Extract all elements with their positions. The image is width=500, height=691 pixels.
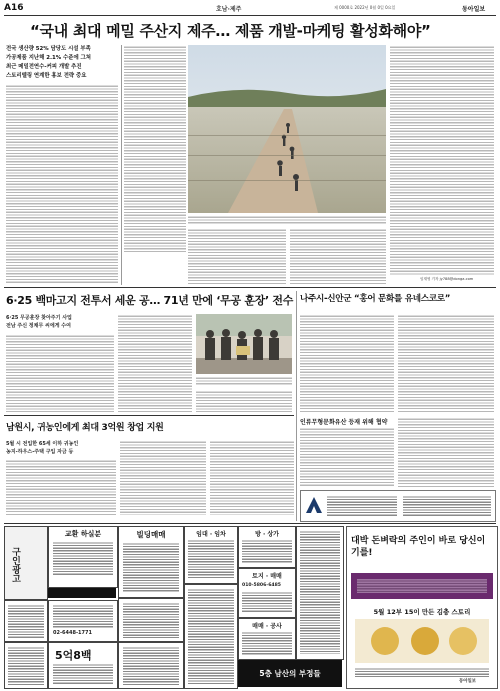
story4-body-col3 — [210, 440, 294, 515]
classified-col6-top — [296, 526, 344, 660]
top-body-col4 — [290, 228, 386, 284]
classified-phone-3: 010-5806-6485 — [242, 583, 281, 588]
story2-body-col1 — [6, 334, 114, 412]
classified-col4-bottom-lines — [188, 588, 234, 684]
ad-headline: 대박 돈벼락의 주인이 바로 당신이기를! — [351, 536, 486, 558]
lottery-ad — [346, 526, 498, 689]
ad-banner-lines — [357, 579, 487, 593]
story5-body — [300, 427, 394, 487]
story4-sub-2: 농지-하우스-주택 구입 자금 등 — [6, 449, 74, 455]
top-byline: 임재영 기자 jy788@donga.com — [420, 277, 474, 281]
ceremony-photo — [196, 314, 292, 374]
classified-col5-top-lines — [242, 539, 292, 563]
ad-illustration — [355, 619, 489, 663]
classified-col1-mid — [4, 600, 48, 642]
classified-col3-top-lines — [123, 542, 179, 592]
classified-col2-bar — [48, 588, 116, 598]
classified-big-price: 5억8백 — [55, 649, 92, 662]
classified-bottom-banner — [238, 660, 342, 687]
classified-col3-bottom-lines — [123, 646, 179, 685]
classified-col2-top-lines — [53, 541, 113, 575]
classified-col2-bottom — [48, 642, 118, 689]
photo-caption-lines — [188, 215, 386, 224]
story2-sub-2: 전남 주신 정채무 씨에게 수여 — [6, 323, 71, 329]
story2-headline: 6·25 백마고지 전투서 세운 공… 71년 만에 ‘무공 훈장’ 전수 — [6, 294, 294, 307]
ad-subheadline: 5월 12부 15이 만든 김충 스토리 — [373, 608, 471, 616]
classified-col2-top — [48, 526, 118, 588]
top-body-col1 — [6, 84, 118, 284]
classified-bar-1: 교환 하실분 — [64, 530, 102, 538]
classified-col1-top — [4, 526, 48, 600]
story4-body-col1 — [6, 459, 116, 515]
buckwheat-field-photo — [188, 45, 386, 213]
top-body-col3 — [188, 228, 286, 284]
story4-headline: 남원시, 귀농인에게 최대 3억원 창업 지원 — [6, 423, 164, 433]
classified-col5-mid — [238, 568, 296, 618]
col-divider — [121, 45, 122, 285]
story4-body-col2 — [120, 440, 206, 515]
story3-headline: 나주시-신안군 “홍어 문화를 유네스코로” — [300, 294, 451, 304]
page-header — [4, 3, 496, 15]
story5-body-col2 — [398, 417, 494, 487]
classified-col1-bottom-lines — [8, 646, 44, 685]
info-box — [300, 490, 496, 522]
classified-phone-2: 02-6448-1771 — [53, 630, 92, 636]
classified-bar-3: 임대 · 임차 — [196, 531, 226, 538]
classified-col5-top — [238, 526, 296, 568]
ad-fine-print — [355, 667, 489, 677]
ad-banner — [351, 573, 493, 599]
classified-bar-4: 방 · 상가 — [255, 531, 279, 538]
section-rule-1 — [4, 287, 496, 288]
field-illustration — [188, 45, 386, 213]
subhead-2: 가공제품 지난해 2.1% 수준에 그쳐 — [6, 55, 91, 61]
section-rule-2 — [4, 415, 294, 416]
page-number: A16 — [4, 3, 24, 13]
classified-col4-top — [184, 526, 238, 584]
classified-col3-mid — [118, 598, 184, 642]
col-divider-2 — [296, 291, 297, 521]
classified-col4-bottom — [184, 584, 238, 689]
info-box-table — [403, 495, 491, 517]
classified-col5-mid-lines — [242, 591, 292, 613]
story3-body-col2 — [398, 314, 494, 412]
subhead-4: 스토리텔링 연계한 홍보 전략 중요 — [6, 73, 87, 79]
classified-label: 구인광고 — [10, 547, 20, 583]
subhead-3: 최근 메밀전연수-커피 개발 추진 — [6, 64, 82, 70]
classified-col3-top — [118, 526, 184, 598]
classified-col3-mid-lines — [123, 602, 179, 638]
classified-bottom-banner-text: 5층 남산의 부정들 — [259, 669, 321, 678]
story3-body-col1 — [300, 314, 394, 412]
ad-footer: 동아일보 — [459, 679, 476, 684]
subhead-1: 전국 생산량 52% 담당도 시설 부족 — [6, 46, 91, 52]
classified-col2-mid-lines — [53, 604, 113, 628]
classified-col1-bottom — [4, 642, 48, 689]
logo-icon — [305, 496, 323, 514]
top-body-col2 — [124, 45, 186, 253]
ceremony-caption — [196, 376, 292, 386]
classified-col6-lines — [300, 530, 340, 654]
classified-col2-mid — [48, 600, 118, 642]
story2-body-col3 — [196, 390, 292, 412]
story5-headline: 인류무형문화유산 등재 위해 협약 — [300, 419, 388, 426]
classified-col2-bottom-lines — [53, 663, 113, 685]
story4-subheads — [6, 440, 118, 456]
classified-col5-bottom-lines — [242, 631, 292, 655]
classified-col4-top-lines — [188, 539, 234, 579]
classified-bar-5: 토지 · 매매 — [252, 573, 282, 580]
classified-col3-bottom — [118, 642, 184, 689]
header-rule — [4, 15, 496, 16]
ad-image — [355, 619, 489, 663]
story4-sub-1: 5월 시 전입한 65세 이하 귀농인 — [6, 441, 79, 447]
top-body-col5 — [390, 45, 494, 275]
classified-bar-6: 매매 · 공사 — [252, 623, 282, 630]
story2-subheads — [6, 314, 116, 330]
issue-info: 제 0000호 2022년 0월 0일 0요일 — [334, 5, 396, 10]
ceremony-illustration — [196, 314, 292, 374]
top-subheads — [6, 45, 118, 81]
story2-body-col2 — [118, 314, 192, 412]
classified-col1-mid-lines — [8, 604, 44, 638]
paper-name: 동아일보 — [462, 6, 486, 13]
top-headline: “국내 최대 메밀 주산지 제주… 제품 개발-마케팅 활성화해야” — [30, 22, 431, 40]
classified-bar-2: 빌딩매매 — [136, 530, 166, 539]
story2-sub-1: 6·25 무공훈장 찾아주기 사업 — [6, 315, 72, 321]
section-name: 호남·제주 — [216, 6, 242, 13]
classified-col5-bottom — [238, 618, 296, 660]
info-box-lines — [327, 495, 397, 517]
ads-rule — [4, 523, 496, 524]
